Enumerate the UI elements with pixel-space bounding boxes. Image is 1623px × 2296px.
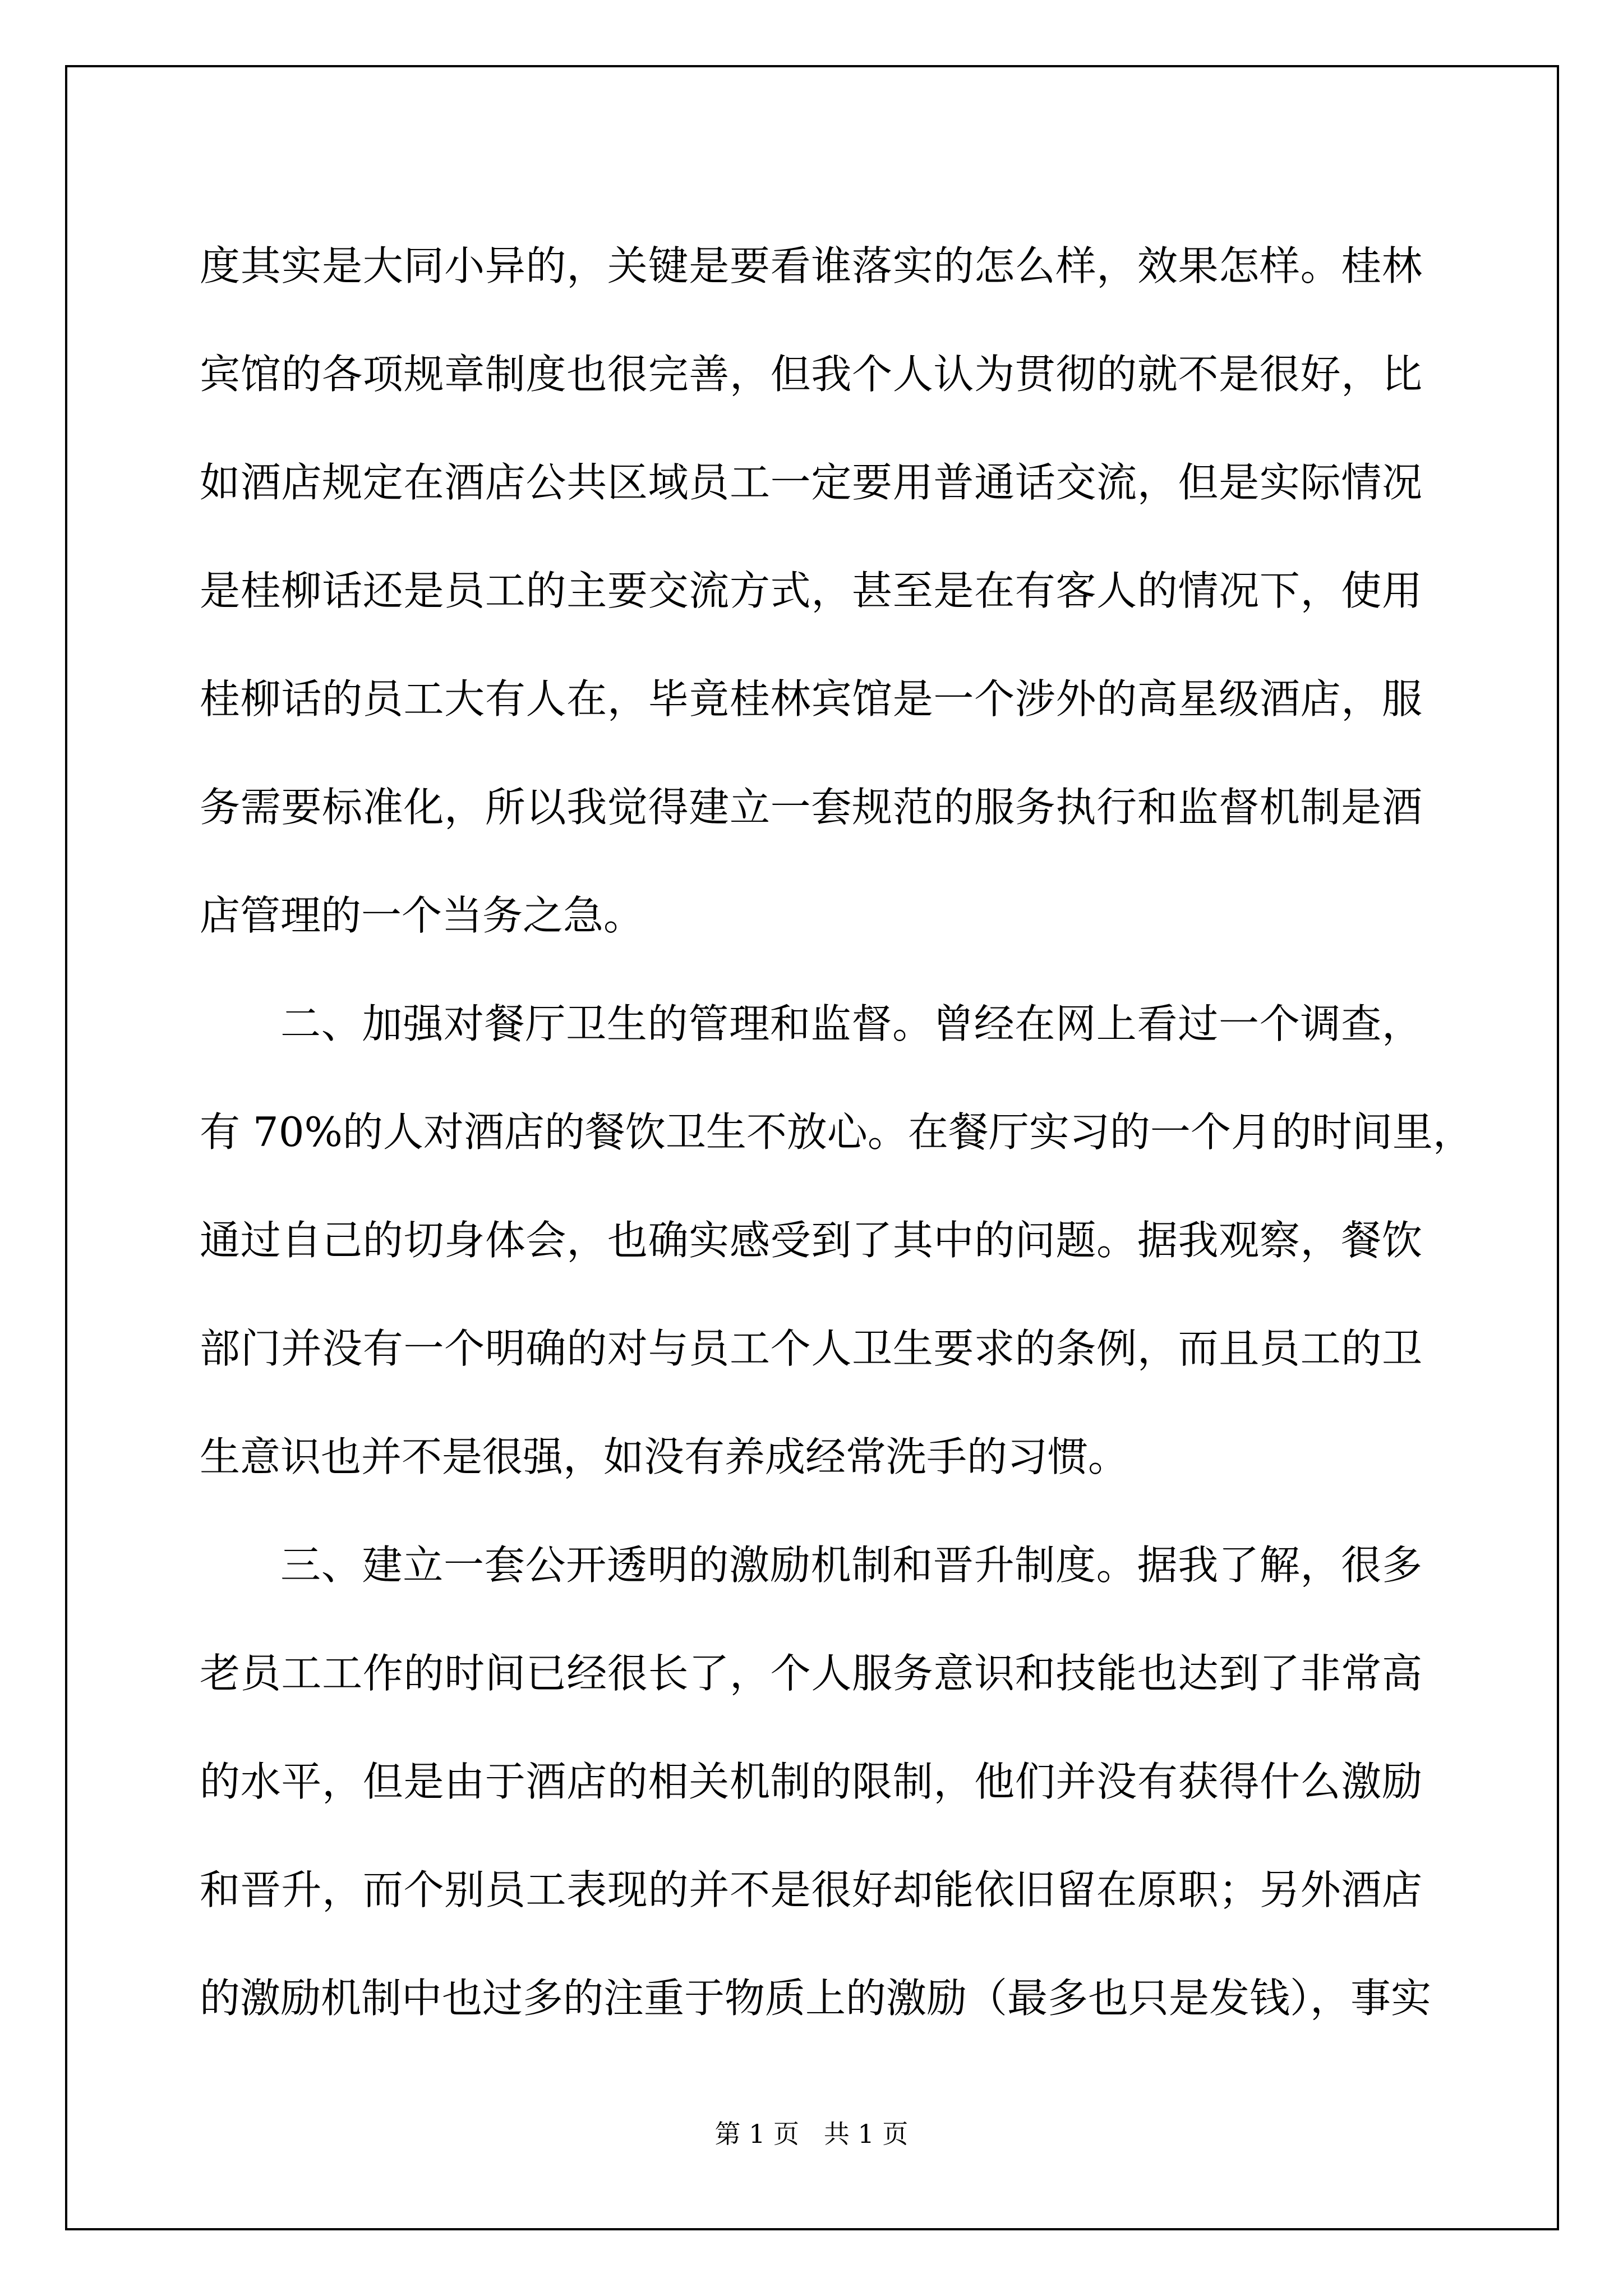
document-body — [200, 212, 1473, 2053]
text-line: 的水平，但是由于酒店的相关机制的限制，他们并没有获得什么激励 — [200, 1758, 1422, 1805]
text-line: 务需要标准化，所以我觉得建立一套规范的服务执行和监督机制是酒 — [200, 784, 1422, 831]
text-line: 有 70%的人对酒店的餐饮卫生不放心。在餐厅实习的一个月的时间里， — [200, 1108, 1473, 1156]
text-line: 桂柳话的员工大有人在，毕竟桂林宾馆是一个涉外的高星级酒店，服 — [200, 675, 1422, 723]
paragraph-1 — [200, 212, 1422, 970]
text-line: 是桂柳话还是员工的主要交流方式，甚至是在有客人的情况下，使用 — [200, 567, 1422, 614]
page-footer: 第 1 页 共 1 页 — [714, 2119, 909, 2149]
paragraph-3 — [200, 1511, 1432, 2053]
text-line: 生意识也并不是很强，如没有养成经常洗手的习惯。 — [200, 1433, 1129, 1480]
text-line: 部门并没有一个明确的对与员工个人卫生要求的条例，而且员工的卫 — [200, 1325, 1422, 1372]
text-line: 度其实是大同小异的，关键是要看谁落实的怎么样，效果怎样。桂林 — [200, 242, 1422, 289]
text-line: 和晋升，而个别员工表现的并不是很好却能依旧留在原职；另外酒店 — [200, 1866, 1422, 1913]
text-line: 通过自己的切身体会，也确实感受到了其中的问题。据我观察，餐饮 — [200, 1217, 1422, 1264]
text-line: 的激励机制中也过多的注重于物质上的激励（最多也只是发钱），事实 — [200, 1975, 1432, 2022]
paragraph-2 — [200, 970, 1473, 1511]
text-line: 二、加强对餐厅卫生的管理和监督。曾经在网上看过一个调查， — [280, 1000, 1422, 1047]
text-line: 如酒店规定在酒店公共区域员工一定要用普通话交流，但是实际情况 — [200, 459, 1422, 506]
text-line: 宾馆的各项规章制度也很完善，但我个人认为贯彻的就不是很好，比 — [200, 351, 1422, 398]
text-line: 三、建立一套公开透明的激励机制和晋升制度。据我了解，很多 — [280, 1542, 1422, 1589]
text-line: 店管理的一个当务之急。 — [200, 892, 644, 939]
text-line: 老员工工作的时间已经很长了，个人服务意识和技能也达到了非常高 — [200, 1650, 1422, 1697]
